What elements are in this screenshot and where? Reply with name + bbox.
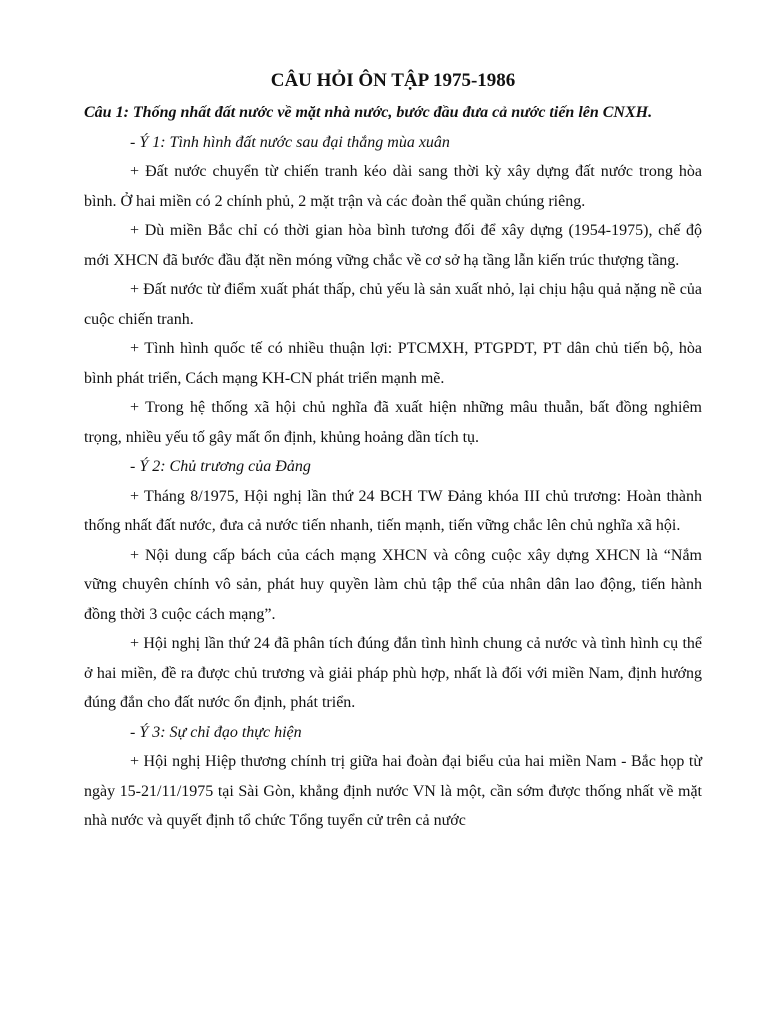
section-2-heading: - Ý 2: Chủ trương của Đảng <box>130 458 311 475</box>
section-3-heading: - Ý 3: Sự chỉ đạo thực hiện <box>130 723 302 741</box>
section-1-paragraph-1: + Đất nước chuyển từ chiến tranh kéo dài sang thời kỳ xây dựng đất nước trong hòa bình. Ở hai miền có 2 chính phủ, 2 mặt trận và các đoàn thể quần chúng riêng. <box>84 163 702 210</box>
section-2-paragraph-3: + Hội nghị lần thứ 24 đã phân tích đúng đắn tình hình chung cả nước và tình hình cụ thể ở hai miền, đề ra được chủ trương và giải pháp phù hợp, nhất là đối với miền Nam, định hướng đúng đắn cho đất nước ổn định, phát triển. <box>84 635 702 711</box>
section-1-paragraph-4: + Tình hình quốc tế có nhiều thuận lợi: PTCMXH, PTGPDT, PT dân chủ tiến bộ, hòa bình phát triển, Cách mạng KH-CN phát triển mạnh mẽ. <box>84 340 702 387</box>
section-1-paragraph-5: + Trong hệ thống xã hội chủ nghĩa đã xuất hiện những mâu thuẫn, bất đồng nghiêm trọng, nhiều yếu tố gây mất ổn định, khủng hoảng dần tích tụ. <box>84 399 702 446</box>
document-title: CÂU HỎI ÔN TẬP 1975-1986 <box>270 70 516 91</box>
section-1-heading: - Ý 1: Tình hình đất nước sau đại thắng mùa xuân <box>130 133 450 151</box>
section-3-paragraph-1: + Hội nghị Hiệp thương chính trị giữa hai đoàn đại biểu của hai miền Nam - Bắc họp từ ngày 15-21/11/1975 tại Sài Gòn, khẳng định nước VN là một, cần sớm được thống nhất về mặt nhà nước và quyết định tổ chức Tổng tuyển cử trên cả nước <box>84 753 702 829</box>
section-2-paragraph-2: + Nội dung cấp bách của cách mạng XHCN và công cuộc xây dựng XHCN là “Nắm vững chuyên chính vô sản, phát huy quyền làm chủ tập thể của nhân dân lao động, tiến hành đồng thời 3 cuộc cách mạng”. <box>84 546 702 623</box>
document-page <box>84 64 702 836</box>
section-1-paragraph-2: + Dù miền Bắc chỉ có thời gian hòa bình tương đối để xây dựng (1954-1975), chế độ mới XHCN đã bước đầu đặt nền móng vững chắc về cơ sở hạ tầng lẫn kiến trúc thượng tầng. <box>84 222 702 269</box>
question-heading: Câu 1: Thống nhất đất nước về mặt nhà nước, bước đầu đưa cả nước tiến lên CNXH. <box>84 104 653 121</box>
section-2-paragraph-1: + Tháng 8/1975, Hội nghị lần thứ 24 BCH TW Đảng khóa III chủ trương: Hoàn thành thống nhất đất nước, đưa cả nước tiến nhanh, tiến mạnh, tiến vững chắc lên chủ nghĩa xã hội. <box>84 487 702 534</box>
section-1-paragraph-3: + Đất nước từ điểm xuất phát thấp, chủ yếu là sản xuất nhỏ, lại chịu hậu quả nặng nề của cuộc chiến tranh. <box>84 281 702 328</box>
